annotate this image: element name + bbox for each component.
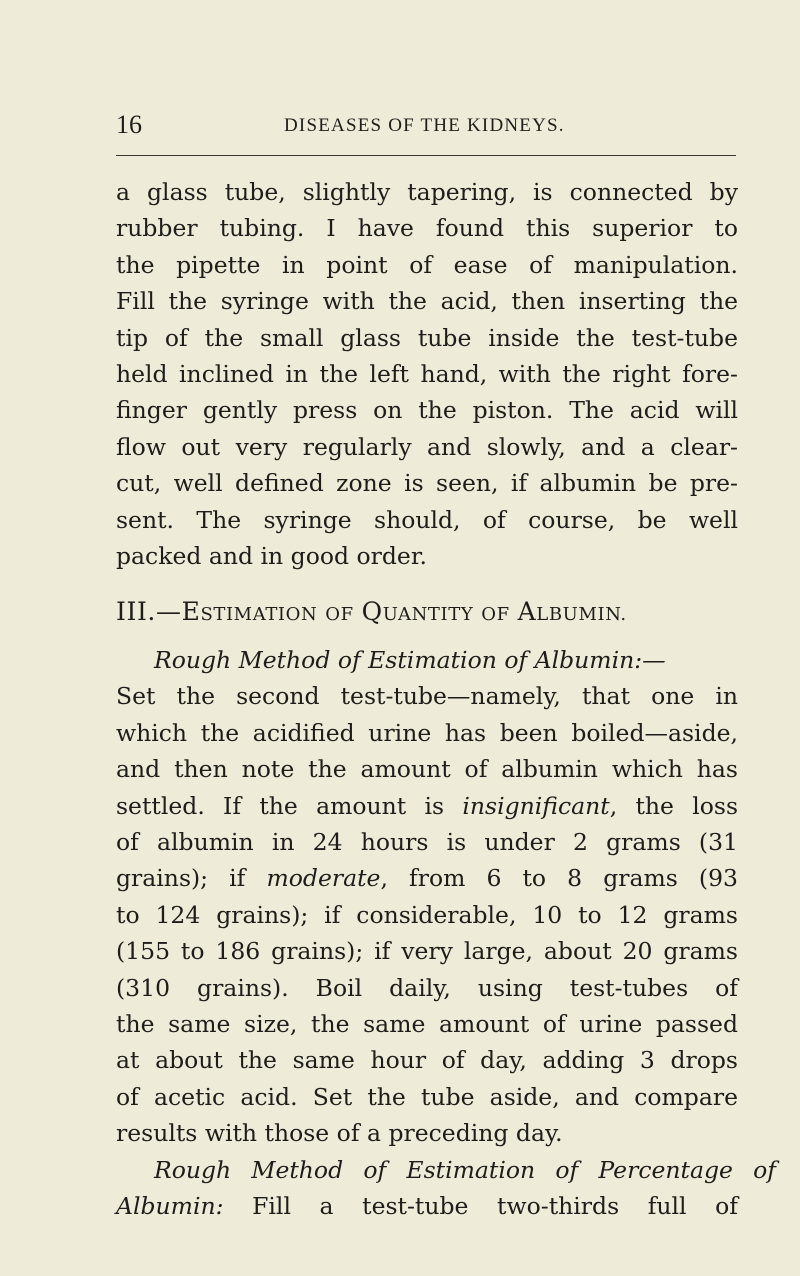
- text-line: finger gently press on the piston. The acid will: [116, 396, 738, 425]
- text-line: at about the same hour of day, adding 3 drops: [116, 1046, 738, 1075]
- running-title: DISEASES OF THE KIDNEYS.: [284, 115, 565, 136]
- text-line: to 124 grains); if considerable, 10 to 12 grams: [116, 900, 738, 929]
- text-line: held inclined in the left hand, with the right fore-: [116, 360, 738, 389]
- text-line: packed and in good order.: [116, 542, 427, 571]
- text-line: of acetic acid. Set the tube aside, and compare: [116, 1082, 738, 1111]
- text-line: the pipette in point of ease of manipulation.: [116, 250, 738, 279]
- text-line: sent. The syringe should, of course, be well: [116, 505, 738, 534]
- text-line: grains); if moderate, from 6 to 8 grams (93: [116, 864, 738, 893]
- text-line: tip of the small glass tube inside the test-tube: [116, 323, 738, 352]
- text-line: (310 grains). Boil daily, using test-tubes of: [116, 973, 738, 1002]
- text-line: a glass tube, slightly tapering, is connected by: [116, 178, 738, 206]
- text-line: and then note the amount of albumin which has: [116, 755, 738, 784]
- text-line: cut, well defined zone is seen, if albumin be pre-: [116, 469, 738, 498]
- body-text: [116, 174, 776, 1224]
- italic-subheading: Rough Method of Estimation of Percentage of: [154, 1155, 776, 1184]
- text-line: results with those of a preceding day.: [116, 1119, 563, 1148]
- paragraph-syringe: [116, 174, 738, 574]
- text-line: rubber tubing. I have found this superior to: [116, 214, 738, 243]
- header-rule: [116, 155, 736, 156]
- text-line: (155 to 186 grains); if very large, about 20 grams: [116, 937, 738, 966]
- text-line: [116, 642, 776, 678]
- text-line: which the acidified urine has been boiled—aside,: [116, 718, 738, 747]
- text-line: of albumin in 24 hours is under 2 grams (31: [116, 827, 738, 856]
- text-line: Albumin: Fill a test-tube two-thirds full of: [116, 1191, 738, 1220]
- text-line: the same size, the same amount of urine passed: [116, 1009, 738, 1038]
- text-line: [116, 1152, 776, 1188]
- page-number: 16: [116, 110, 142, 139]
- text-line: Fill the syringe with the acid, then inserting the: [116, 287, 738, 316]
- text-line: Set the second test-tube—namely, that one in: [116, 682, 738, 711]
- paragraph-rough-method-percentage: [116, 1152, 776, 1225]
- running-head: [116, 110, 736, 140]
- text-line: flow out very regularly and slowly, and a clear-: [116, 432, 738, 461]
- text-line: settled. If the amount is insignificant, the loss: [116, 791, 739, 820]
- italic-subheading: Rough Method of Estimation of Albumin:—: [154, 645, 666, 674]
- paragraph-rough-method-albumin: [116, 642, 738, 1152]
- section-heading: III.—ESTIMATION OF QUANTITY OF ALBUMIN.: [116, 597, 627, 627]
